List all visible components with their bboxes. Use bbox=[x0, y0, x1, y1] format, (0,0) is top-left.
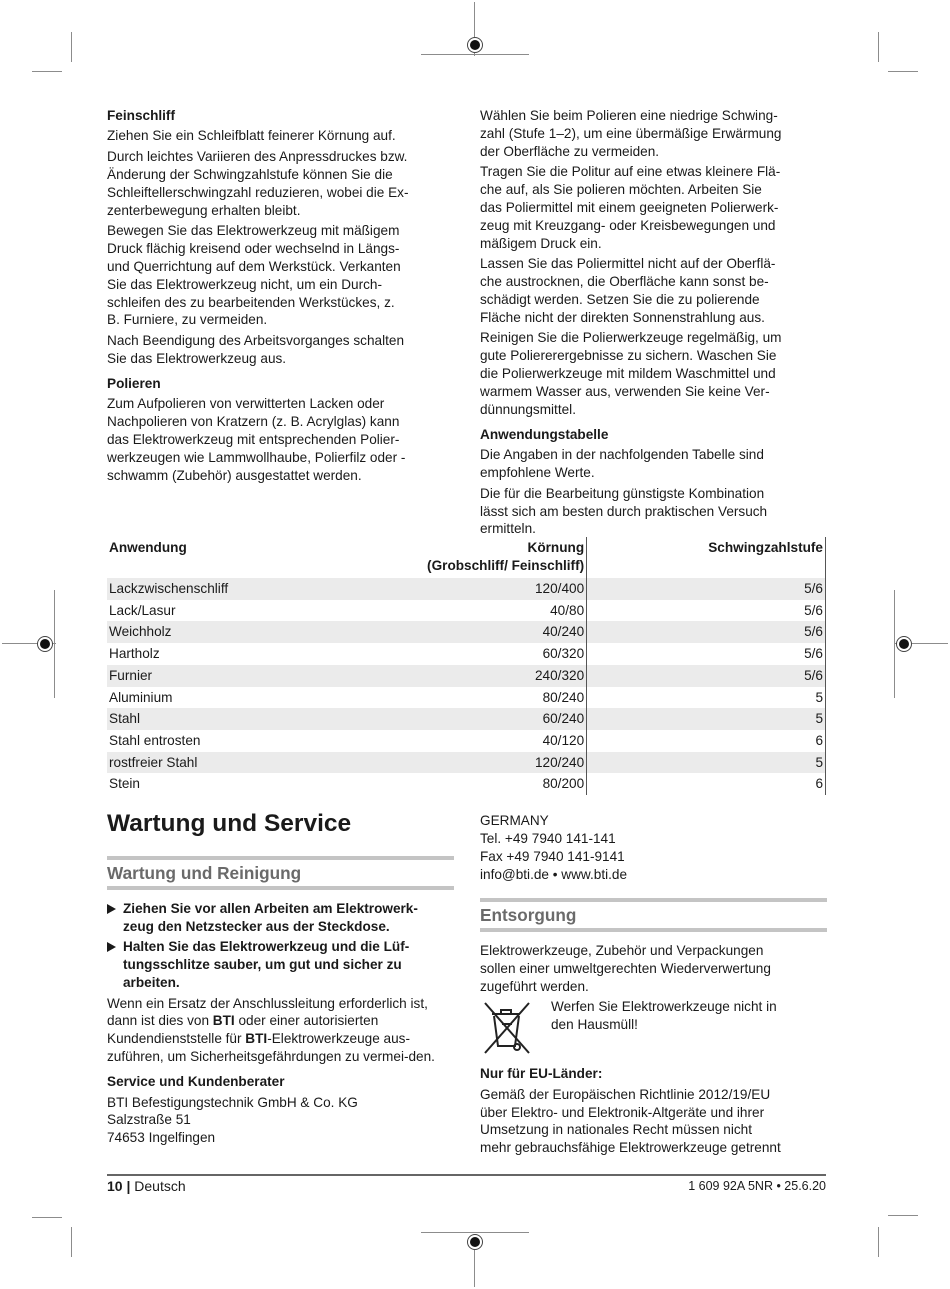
subsection-heading: Wartung und Reinigung bbox=[107, 863, 302, 883]
fax: Fax +49 7940 141-9141 bbox=[480, 848, 625, 864]
table-row: Weichholz 40/240 5/6 bbox=[107, 621, 826, 643]
footer-page-info bbox=[107, 1178, 186, 1194]
polieren-heading: Polieren bbox=[107, 375, 161, 391]
table-row: Aluminium 80/240 5 bbox=[107, 687, 826, 709]
table-row: rostfreier Stahl 120/240 5 bbox=[107, 752, 826, 774]
document-code: 1 609 92A 5NR • 25.6.20 bbox=[688, 1179, 826, 1193]
polieren-paragraph-2: Wählen Sie beim Polieren eine niedrige Schwing- zahl (Stufe 1–2), um eine übermäßige Erwärmung der Oberfläche zu vermeiden. bbox=[480, 108, 782, 159]
page-separator: | bbox=[126, 1178, 131, 1194]
left-column-bottom bbox=[107, 900, 454, 1150]
web-contact[interactable]: info@bti.de • www.bti.de bbox=[480, 866, 628, 882]
disposal-section bbox=[480, 942, 827, 1160]
header-koernung: Körnung (Grobschliff/ Feinschliff) bbox=[407, 537, 587, 578]
phone: Tel. +49 7940 141-141 bbox=[480, 830, 616, 846]
table-intro-paragraph-2: Die für die Bearbeitung günstigste Kombination lässt sich am besten durch praktischen Versuch ermitteln. bbox=[480, 485, 768, 537]
crop-mark bbox=[32, 1217, 62, 1218]
table-row: Stein 80/200 6 bbox=[107, 773, 826, 795]
safety-bullet: Ziehen Sie vor allen Arbeiten am Elektrowerk- zeug den Netzstecker aus der Steckdose. bbox=[107, 900, 454, 936]
page-language: Deutsch bbox=[134, 1178, 186, 1194]
polieren-paragraph-5: Reinigen Sie die Polierwerkzeuge regelmäßig, um gute Poliererergebnisse zu sichern. Waschen Sie die Polierwerkzeuge mit mildem Waschmittel und warmem Wasser aus, verwenden Sie keine Ver- dünnungsmittel. bbox=[480, 330, 782, 417]
registration-line bbox=[421, 1232, 529, 1233]
registration-mark-icon bbox=[896, 636, 912, 652]
bullet-triangle-icon bbox=[107, 942, 116, 952]
feinschliff-paragraph-3: Bewegen Sie das Elektrowerkzeug mit mäßigem Druck flächig kreisend oder wechselnd in Längs- und Querrichtung auf dem Werkstück. Verkanten Sie das Elektrowerkzeug nicht, um ein Durch- schleifen des zu bearbeitenden Werkstückes, z. B. Furniere, zu vermeiden. bbox=[107, 222, 401, 328]
crossed-out-wheelie-bin-icon bbox=[482, 1000, 532, 1056]
polieren-paragraph-4: Lassen Sie das Poliermittel nicht auf der Oberflä- che austrocknen, die Oberfläche kann sonst be- schädigt werden. Setzen Sie die zu polierende Fläche nicht der direkten Sonnenstrahlung aus. bbox=[480, 256, 776, 325]
section-title: Wartung und Service bbox=[107, 810, 352, 837]
left-column-top bbox=[107, 107, 454, 487]
application-table bbox=[107, 537, 826, 795]
eu-heading: Nur für EU-Länder: bbox=[480, 1066, 603, 1082]
table-row: Hartholz 60/320 5/6 bbox=[107, 643, 826, 665]
table-row: Lack/Lasur 40/80 5/6 bbox=[107, 600, 826, 622]
disposal-heading-box bbox=[480, 898, 827, 932]
bullet-triangle-icon bbox=[107, 904, 116, 914]
registration-mark-icon bbox=[37, 636, 53, 652]
table-header-row bbox=[107, 537, 826, 578]
contact-continued bbox=[480, 812, 827, 886]
polieren-paragraph-3: Tragen Sie die Politur auf eine etwas kleinere Flä- che auf, als Sie polieren möchten. Arbeiten Sie das Poliermittel mit einem geeigneten Polierwerk- zeug mit Kreuzgang- oder Kreisbewegungen und mäßigem Druck ein. bbox=[480, 164, 781, 251]
registration-mark-icon bbox=[467, 37, 483, 53]
contact-heading: Service und Kundenberater bbox=[107, 1074, 285, 1090]
crop-mark bbox=[888, 71, 918, 72]
country: GERMANY bbox=[480, 813, 549, 828]
registration-line bbox=[54, 590, 55, 698]
registration-line bbox=[421, 54, 529, 55]
disposal-notice: Werfen Sie Elektrowerkzeuge nicht in den Hausmüll! bbox=[480, 998, 827, 1058]
disposal-paragraph: Elektrowerkzeuge, Zubehör und Verpackungen sollen einer umweltgerechten Wiederverwertung zugeführt werden. bbox=[480, 943, 771, 994]
page-number: 10 bbox=[107, 1178, 123, 1194]
feinschliff-paragraph-4: Nach Beendigung des Arbeitsvorganges schalten Sie das Elektrowerkzeug aus. bbox=[107, 332, 404, 366]
right-column-top bbox=[480, 107, 827, 541]
disposal-heading: Entsorgung bbox=[480, 905, 577, 925]
registration-mark-icon bbox=[467, 1234, 483, 1250]
feinschliff-paragraph-2: Durch leichtes Variieren des Anpressdruckes bzw. Änderung der Schwingzahlstufe können Sie die Schleiftellerschwingzahl reduzieren, wobei die Ex- zenterbewegung erhalten bleibt. bbox=[107, 148, 409, 218]
table-row: Stahl entrosten 40/120 6 bbox=[107, 730, 826, 752]
table-row: Lackzwischenschliff 120/400 5/6 bbox=[107, 578, 826, 600]
feinschliff-heading: Feinschliff bbox=[107, 108, 175, 123]
header-anwendung: Anwendung bbox=[109, 540, 187, 555]
crop-mark bbox=[32, 71, 62, 72]
safety-bullet: Halten Sie das Elektrowerkzeug und die Lüf- tungsschlitze sauber, um gut und sicher zu arbeiten. bbox=[107, 938, 454, 992]
crop-mark bbox=[71, 32, 72, 62]
table-row: Furnier 240/320 5/6 bbox=[107, 665, 826, 687]
crop-mark bbox=[888, 1215, 918, 1216]
subsection-heading-box bbox=[107, 856, 454, 890]
table-intro-paragraph-1: Die Angaben in der nachfolgenden Tabelle sind empfohlene Werte. bbox=[480, 447, 764, 481]
contact-address: BTI Befestigungstechnik GmbH & Co. KG Salzstraße 51 74653 Ingelfingen bbox=[107, 1094, 358, 1146]
feinschliff-paragraph-1: Ziehen Sie ein Schleifblatt feinerer Körnung auf. bbox=[107, 128, 396, 144]
registration-line bbox=[894, 590, 895, 698]
anwendungstabelle-heading: Anwendungstabelle bbox=[480, 426, 609, 442]
crop-mark bbox=[71, 1227, 72, 1257]
polieren-paragraph: Zum Aufpolieren von verwitterten Lacken oder Nachpolieren von Kratzern (z. B. Acrylglas) kann das Elektrowerkzeug mit entsprechenden Polier- werkzeugen wie Lammwollhaube, Polierfilz oder - schwamm (Zubehör) ausgestattet werden. bbox=[107, 396, 406, 483]
table-row: Stahl 60/240 5 bbox=[107, 708, 826, 730]
crop-mark bbox=[878, 32, 879, 62]
replacement-paragraph: Wenn ein Ersatz der Anschlussleitung erforderlich ist, dann ist dies von BTI oder einer autorisierten Kundendienststelle für BTI-Elektrowerkzeuge aus-zuführen, um Sicherheitsgefährdungen zu vermei-den. bbox=[107, 995, 435, 1065]
crop-mark bbox=[878, 1227, 879, 1257]
footer-rule bbox=[107, 1174, 826, 1176]
eu-paragraph: Gemäß der Europäischen Richtlinie 2012/19/EU über Elektro- und Elektronik-Altgeräte und ihrer Umsetzung in nationales Recht müssen nicht mehr gebrauchsfähige Elektrowerkzeuge getrennt bbox=[480, 1086, 781, 1156]
header-schwingzahlstufe: Schwingzahlstufe bbox=[587, 537, 826, 578]
